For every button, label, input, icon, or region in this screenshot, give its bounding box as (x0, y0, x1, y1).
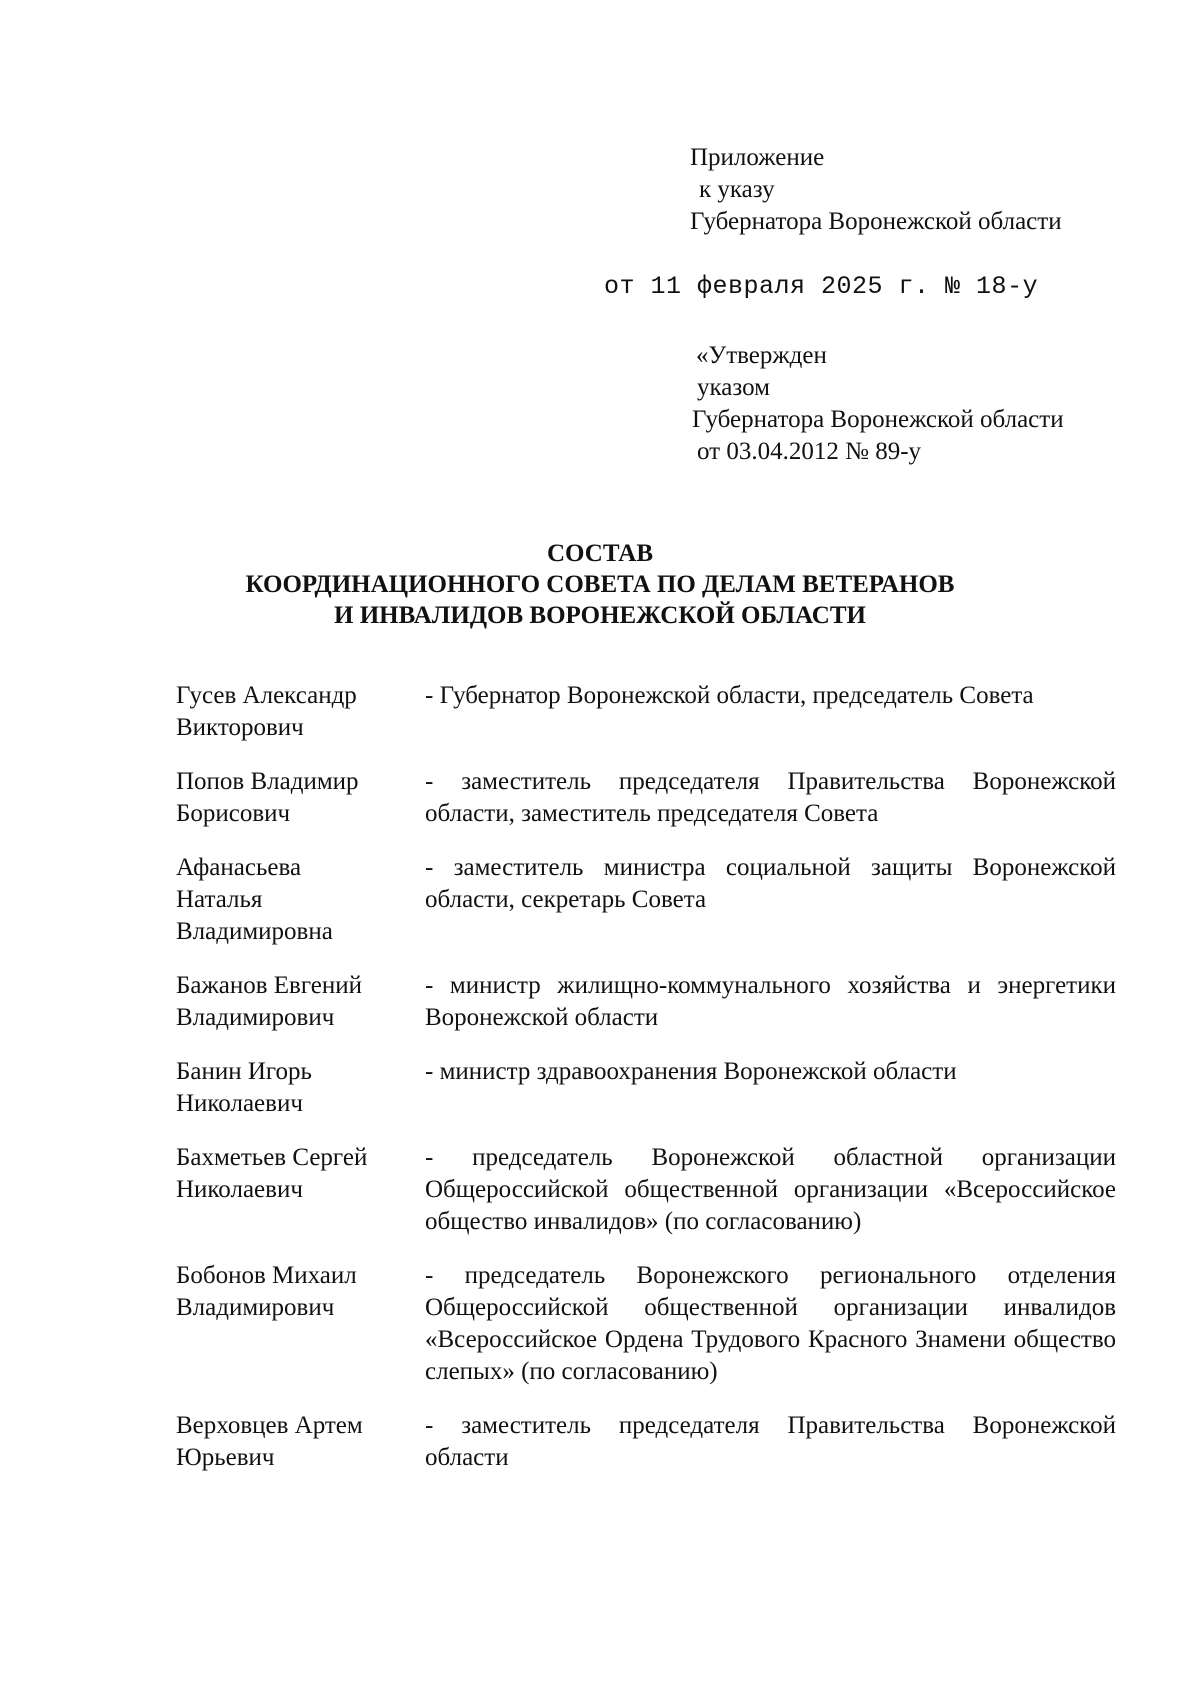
member-role: - заместитель председателя Правительства Воронежской области (425, 1412, 1116, 1471)
member-row (176, 1260, 1116, 1388)
title-line-2: КООРДИНАЦИОННОГО СОВЕТА ПО ДЕЛАМ ВЕТЕРАНОВ (245, 571, 955, 598)
member-row (176, 680, 1116, 744)
member-name: Бобонов Михаил Владимирович (176, 1262, 357, 1321)
member-row (176, 1056, 1116, 1120)
member-row (176, 970, 1116, 1034)
member-row (176, 1410, 1116, 1474)
member-row (176, 1142, 1116, 1238)
member-name: Афанасьева Наталья Владимировна (176, 854, 333, 945)
approval-stamp-text (692, 340, 1064, 468)
member-row (176, 852, 1116, 948)
member-role: - заместитель председателя Правительства Воронежской области, заместитель председателя Совета (425, 768, 1116, 827)
document-title (0, 538, 1200, 631)
member-name: Попов Владимир Борисович (176, 768, 359, 827)
appendix-line-3: Губернатора Воронежской области (690, 208, 1062, 235)
member-role: - заместитель министра социальной защиты Воронежской области, секретарь Совета (425, 854, 1116, 913)
appendix-header (690, 142, 1062, 238)
appendix-line-2: к указу (699, 176, 775, 203)
approved-line-2: указом (697, 374, 770, 401)
council-members-list (176, 680, 1116, 1474)
member-name: Бахметьев Сергей Николаевич (176, 1144, 368, 1203)
approved-line-4: от 03.04.2012 № 89-у (697, 438, 922, 465)
appendix-line-1: Приложение (690, 144, 825, 171)
order-date-number: от 11 февраля 2025 г. № 18-у (604, 272, 1039, 301)
member-role: - министр здравоохранения Воронежской области (425, 1058, 957, 1085)
title-line-1: СОСТАВ (546, 540, 654, 567)
member-role: - министр жилищно-коммунального хозяйства и энергетики Воронежской области (425, 972, 1116, 1031)
member-role: - председатель Воронежского регионального отделения Общероссийской общественной организации инвалидов «Всероссийское Ордена Трудового Красного Знамени общество слепых» (по согласованию) (425, 1262, 1116, 1385)
member-row (176, 766, 1116, 830)
member-role: - Губернатор Воронежской области, председатель Совета (425, 682, 1034, 709)
approved-line-3: Губернатора Воронежской области (692, 406, 1064, 433)
approved-line-1: «Утвержден (696, 342, 827, 369)
member-name: Банин Игорь Николаевич (176, 1058, 312, 1117)
member-name: Гусев Александр Викторович (176, 682, 357, 741)
member-name: Верховцев Артем Юрьевич (176, 1412, 363, 1471)
member-role: - председатель Воронежской областной организации Общероссийской общественной организации «Всероссийское общество инвалидов» (по согласованию) (425, 1144, 1116, 1235)
title-line-3: И ИНВАЛИДОВ ВОРОНЕЖСКОЙ ОБЛАСТИ (334, 602, 866, 629)
member-name: Бажанов Евгений Владимирович (176, 972, 362, 1031)
